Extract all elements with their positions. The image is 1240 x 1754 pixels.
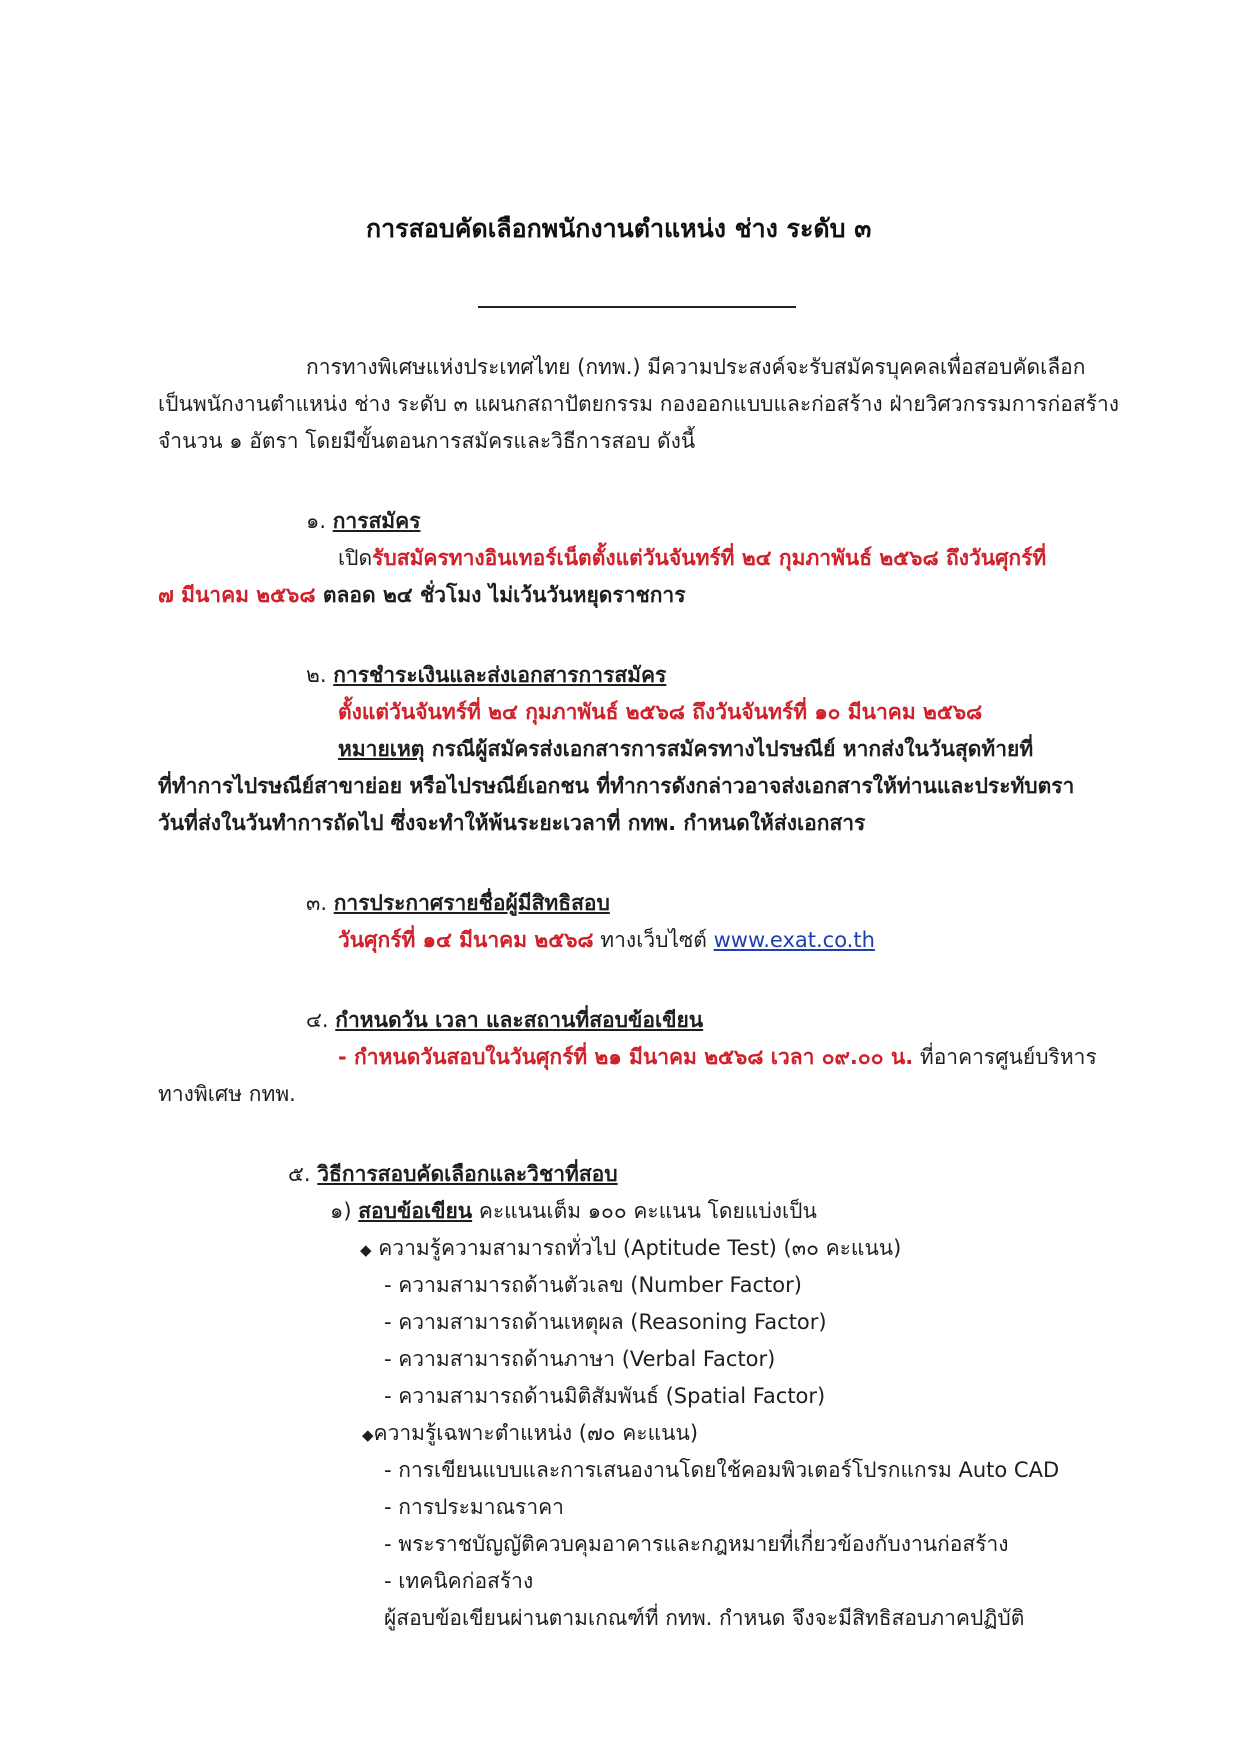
section-5-heading	[288, 1159, 618, 1189]
section-1-heading	[306, 506, 420, 536]
section-4-dash: -	[338, 1045, 355, 1069]
section-1-end-date: ๗ มีนาคม ๒๕๖๘	[158, 583, 316, 607]
specific-item: - การประมาณราคา	[384, 1495, 564, 1519]
sub-1-text: คะแนนเต็ม ๑๐๐ คะแนน โดยแบ่งเป็น	[472, 1199, 817, 1223]
section-3-via: ทางเว็บไซต์	[593, 928, 714, 952]
section-3-line-1	[338, 925, 875, 955]
specific-item: - การเขียนแบบและการเสนองานโดยใช้คอมพิวเตอร์โปรกแกรม Auto CAD	[384, 1458, 1060, 1482]
section-3-heading	[306, 888, 610, 918]
section-3-date: วันศุกร์ที่ ๑๔ มีนาคม ๒๕๖๘	[338, 928, 594, 952]
aptitude-item: - ความสามารถด้านมิติสัมพันธ์ (Spatial Factor)	[384, 1384, 826, 1408]
section-1-title: การสมัคร	[332, 509, 421, 533]
specific-item: - เทคนิคก่อสร้าง	[384, 1569, 534, 1593]
section-4-line-1	[338, 1042, 1097, 1072]
section-2-number: ๒.	[306, 663, 327, 687]
aptitude-heading	[360, 1233, 901, 1265]
specific-text: ความรู้เฉพาะตำแหน่ง (๗๐ คะแนน)	[373, 1421, 699, 1445]
section-2-dates: ตั้งแต่วันจันทร์ที่ ๒๔ กุมภาพันธ์ ๒๕๖๘ ถึงวันจันทร์ที่ ๑๐ มีนาคม ๒๕๖๘	[338, 700, 983, 724]
closing-line: ผู้สอบข้อเขียนผ่านตามเกณฑ์ที่ กทพ. กำหนด จึงจะมีสิทธิสอบภาคปฏิบัติ	[384, 1606, 1025, 1630]
section-5-number: ๕.	[288, 1162, 311, 1186]
specific-item: - พระราชบัญญัติควบคุมอาคารและกฎหมายที่เกี่ยวข้องกับงานก่อสร้าง	[384, 1532, 1009, 1556]
diamond-bullet-icon: ◆	[362, 1426, 374, 1444]
section-2-note-line-3: วันที่ส่งในวันทำการถัดไป ซึ่งจะทำให้พ้นระยะเวลาที่ กทพ. กำหนดให้ส่งเอกสาร	[158, 811, 866, 835]
aptitude-item: - ความสามารถด้านภาษา (Verbal Factor)	[384, 1347, 776, 1371]
title-divider	[478, 306, 796, 308]
section-1-line-2	[158, 580, 686, 610]
section-1-hours: ตลอด ๒๔ ชั่วโมง ไม่เว้นวันหยุดราชการ	[315, 583, 686, 607]
exat-website-link[interactable]: www.exat.co.th	[713, 928, 875, 952]
intro-line-1: การทางพิเศษแห่งประเทศไทย (กทพ.) มีความประสงค์จะรับสมัครบุคคลเพื่อสอบคัดเลือก	[306, 355, 1086, 379]
diamond-bullet-icon: ◆	[360, 1241, 372, 1259]
section-4-title: กำหนดวัน เวลา และสถานที่สอบข้อเขียน	[335, 1008, 704, 1032]
note-text-1: กรณีผู้สมัครส่งเอกสารการสมัครทางไปรษณีย์ หากส่งในวันสุดท้ายที่	[424, 737, 1034, 761]
section-1-dates: รับสมัครทางอินเทอร์เน็ตตั้งแต่วันจันทร์ที่ ๒๔ กุมภาพันธ์ ๒๕๖๘ ถึงวันศุกร์ที่	[372, 546, 1047, 570]
aptitude-item: - ความสามารถด้านตัวเลข (Number Factor)	[384, 1273, 802, 1297]
section-1-open: เปิด	[338, 546, 373, 570]
section-2-note-line-1	[338, 734, 1033, 764]
section-4-location: ที่อาคารศูนย์บริหาร	[913, 1045, 1097, 1069]
intro-line-3: จำนวน ๑ อัตรา โดยมีขั้นตอนการสมัครและวิธีการสอบ ดังนี้	[158, 429, 696, 453]
intro-line-2: เป็นพนักงานตำแหน่ง ช่าง ระดับ ๓ แผนกสถาปัตยกรรม กองออกแบบและก่อสร้าง ฝ่ายวิศวกรรมการก่อสร้าง	[158, 392, 1120, 416]
sub-1-number: ๑)	[330, 1199, 352, 1223]
section-4-number: ๔.	[306, 1008, 329, 1032]
document-title: การสอบคัดเลือกพนักงานตำแหน่ง ช่าง ระดับ ๓	[366, 214, 872, 243]
section-1-line-1	[338, 543, 1046, 573]
section-2-note-line-2: ที่ทำการไปรษณีย์สาขาย่อย หรือไปรษณีย์เอกชน ที่ทำการดังกล่าวอาจส่งเอกสารให้ท่านและประทับตรา	[158, 774, 1075, 798]
section-4-line-2: ทางพิเศษ กทพ.	[158, 1082, 296, 1106]
aptitude-text: ความรู้ความสามารถทั่วไป (Aptitude Test) (๓๐ คะแนน)	[378, 1236, 902, 1260]
section-5-title: วิธีการสอบคัดเลือกและวิชาที่สอบ	[317, 1162, 618, 1186]
section-1-number: ๑.	[306, 509, 327, 533]
specific-heading	[362, 1418, 698, 1450]
section-2-heading	[306, 660, 666, 690]
section-4-heading	[306, 1005, 703, 1035]
section-2-title: การชำระเงินและส่งเอกสารการสมัคร	[333, 663, 667, 687]
aptitude-item: - ความสามารถด้านเหตุผล (Reasoning Factor)	[384, 1310, 827, 1334]
section-4-exam-date: กำหนดวันสอบในวันศุกร์ที่ ๒๑ มีนาคม ๒๕๖๘ เวลา ๐๙.๐๐ น.	[354, 1045, 914, 1069]
note-label: หมายเหตุ	[338, 737, 425, 761]
sub-1-label: สอบข้อเขียน	[358, 1199, 473, 1223]
section-3-number: ๓.	[306, 891, 328, 915]
section-3-title: การประกาศรายชื่อผู้มีสิทธิสอบ	[333, 891, 610, 915]
section-5-sub-1	[330, 1196, 817, 1226]
